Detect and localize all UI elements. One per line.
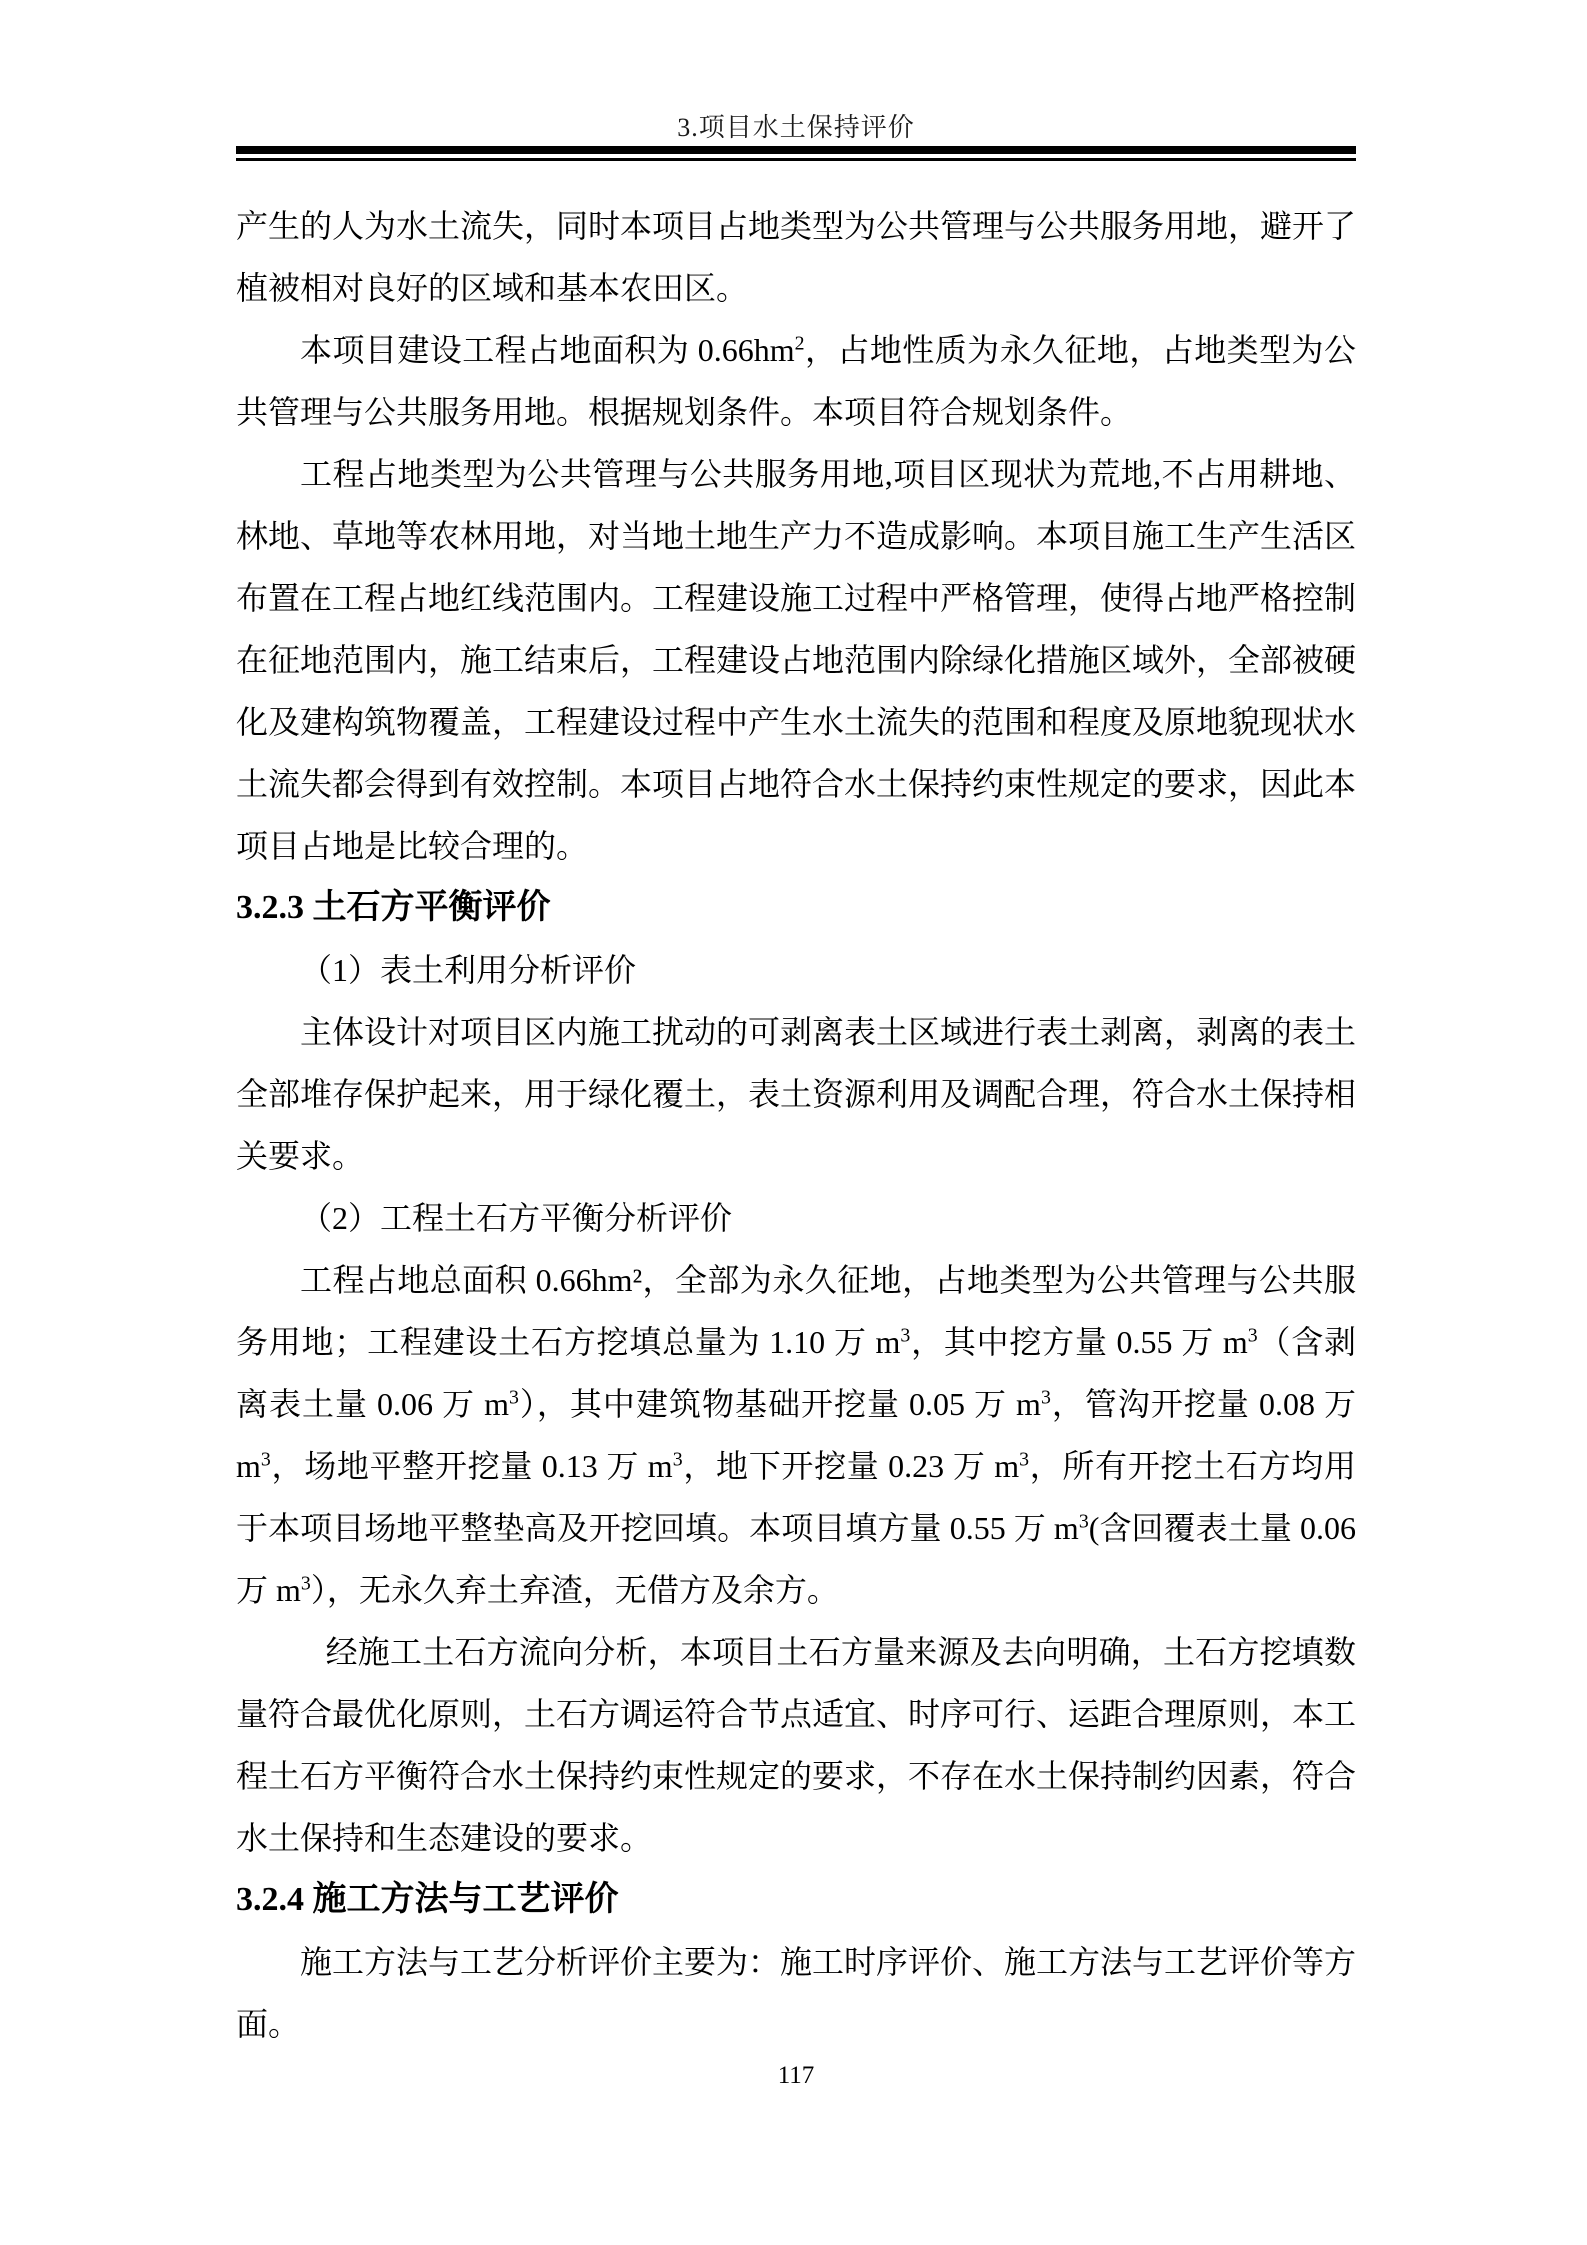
section-heading-3-2-3: 3.2.3 土石方平衡评价 xyxy=(236,889,551,926)
document-body xyxy=(236,195,1356,2055)
paragraph: 产生的人为水土流失，同时本项目占地类型为公共管理与公共服务用地，避开了植被相对良好的区域和基本农田区。 xyxy=(236,208,1357,306)
paragraph: 工程占地总面积 0.66hm²，全部为永久征地，占地类型为公共管理与公共服务用地；工程建设土石方挖填总量为 1.10 万 $m^3$，其中挖方量 0.55 万 $m^3$（含剥离表土量 0.06 万 $m^3$），其中建筑物基础开挖量 0.05 万 $m^3$，管沟开挖量 0.08 万 $m^3$，场地平整开挖量 0.13 万 $m^3$，地下开挖量 0.23 万 $m^3$，所有开挖土石方均用于本项目场地平整垫高及开挖回填。本项目填方量 0.55 万 $m^3$(含回覆表土量 0.06 万 $m^3$），无永久弃土弃渣，无借方及余方。 xyxy=(236,1262,1356,1608)
page-header-title: 3.项目水土保持评价 xyxy=(677,113,915,142)
section-heading-3-2-4: 3.2.4 施工方法与工艺评价 xyxy=(236,1881,619,1918)
paragraph: 本项目建设工程占地面积为 $0.66hm^2$，占地性质为永久征地，占地类型为公共管理与公共服务用地。根据规划条件。本项目符合规划条件。 xyxy=(236,332,1356,430)
list-item-2: （2）工程土石方平衡分析评价 xyxy=(300,1200,733,1236)
page-header xyxy=(236,112,1356,161)
paragraph: 施工方法与工艺分析评价主要为：施工时序评价、施工方法与工艺评价等方面。 xyxy=(236,1944,1357,2042)
paragraph: 主体设计对项目区内施工扰动的可剥离表土区域进行表土剥离，剥离的表土全部堆存保护起来，用于绿化覆土，表土资源利用及调配合理，符合水土保持相关要求。 xyxy=(236,1014,1357,1174)
list-item-1: （1）表土利用分析评价 xyxy=(300,952,637,988)
paragraph: 经施工土石方流向分析，本项目土石方量来源及去向明确，土石方挖填数量符合最优化原则，土石方调运符合节点适宜、时序可行、运距合理原则，本工程土石方平衡符合水土保持约束性规定的要求，不存在水土保持制约因素，符合水土保持和生态建设的要求。 xyxy=(236,1634,1357,1856)
header-rule-thick xyxy=(236,146,1356,154)
page-footer xyxy=(236,2061,1356,2091)
paragraph: 工程占地类型为公共管理与公共服务用地,项目区现状为荒地,不占用耕地、林地、草地等农林用地，对当地土地生产力不造成影响。本项目施工生产生活区布置在工程占地红线范围内。工程建设施工过程中严格管理，使得占地严格控制在征地范围内，施工结束后，工程建设占地范围内除绿化措施区域外，全部被硬化及建构筑物覆盖，工程建设过程中产生水土流失的范围和程度及原地貌现状水土流失都会得到有效控制。本项目占地符合水土保持约束性规定的要求，因此本项目占地是比较合理的。 xyxy=(236,456,1357,864)
header-rule-thin xyxy=(236,158,1356,161)
page-number: 117 xyxy=(777,2062,815,2089)
